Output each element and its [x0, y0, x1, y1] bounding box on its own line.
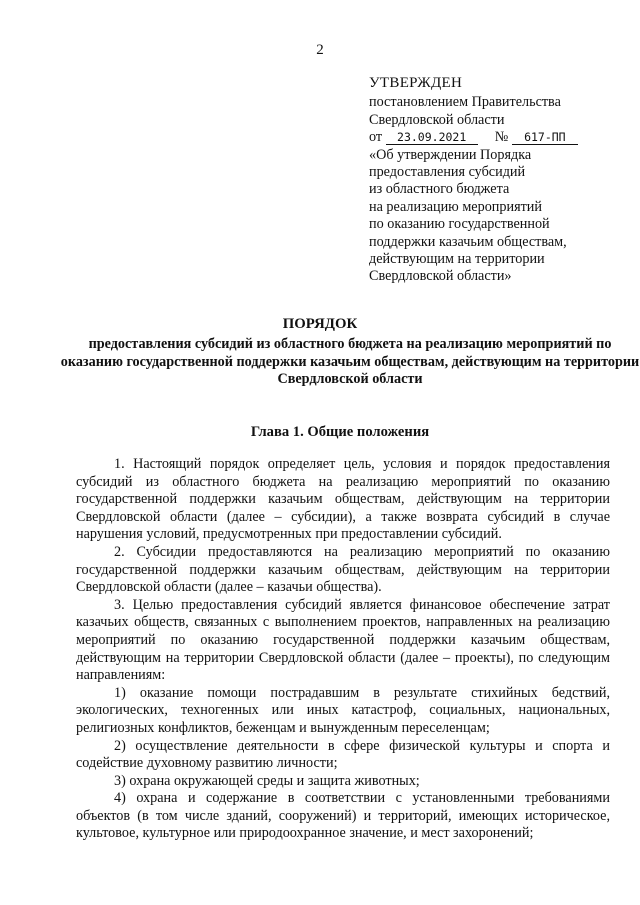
paragraph: 3. Целью предоставления субсидий является финансовое обеспечение затрат казачьих обществ, связанных с выполнением проектов, направленных на реализацию мероприятий по оказанию государственной поддержки казачьим обществам, действующим на территории Свердловской области (далее – проекты), по следующим направлениям:: [76, 596, 610, 684]
number-prefix: №: [494, 129, 509, 146]
document-subtitle: предоставления субсидий из областного бюджета на реализацию мероприятий по оказанию государственной поддержки казачьим обществам, действующим на территории Свердловской области: [60, 336, 640, 387]
date-prefix: от: [369, 129, 383, 146]
approval-block: [369, 75, 619, 286]
quote-line: предоставления субсидий: [369, 164, 526, 181]
quote-line: Свердловской области»: [369, 268, 512, 285]
paragraph: 2. Субсидии предоставляются на реализацию мероприятий по оказанию государственной поддержки казачьим обществам, действующим на территории Свердловской области (далее – казачьи общества).: [76, 543, 610, 596]
approval-line-2: Свердловской области: [369, 111, 505, 128]
quote-line: на реализацию мероприятий: [369, 198, 542, 215]
quote-line: по оказанию государственной: [369, 216, 550, 233]
approval-date: 23.09.2021: [386, 131, 478, 145]
paragraph: 4) охрана и содержание в соответствии с установленными требованиями объектов (в том числе зданий, сооружений) и территорий, имеющих историческое, культовое, культурное или природоохранное значение, и мест захоронений;: [76, 790, 610, 842]
quote-line: «Об утверждении Порядка: [369, 146, 532, 163]
quote-line: поддержки казачьим обществам,: [369, 233, 567, 250]
quote-line: действующим на территории: [369, 251, 545, 268]
paragraph: 3) охрана окружающей среды и защита животных;: [114, 772, 420, 789]
approval-heading: УТВЕРЖДЕН: [369, 75, 463, 91]
approval-line-1: постановлением Правительства: [369, 94, 561, 111]
chapter-title: Глава 1. Общие положения: [250, 424, 430, 440]
approval-number: 617-ПП: [512, 131, 578, 145]
approval-date-line: [369, 129, 619, 146]
document-title: ПОРЯДОК: [282, 316, 358, 332]
paragraph: 2) осуществление деятельности в сфере физической культуры и спорта и содействие духовному развитию личности;: [76, 737, 610, 772]
page-number: 2: [316, 42, 324, 58]
document-body: [76, 456, 610, 843]
paragraph: 1) оказание помощи пострадавшим в результате стихийных бедствий, экологических, техногенных или иных катастроф, социальных, национальных, религиозных конфликтов, беженцам и вынужденным переселенцам;: [76, 684, 610, 736]
paragraph: 1. Настоящий порядок определяет цель, условия и порядок предоставления субсидий из областного бюджета на реализацию мероприятий по оказанию государственной поддержки казачьим обществам, действующим на территории Свердловской области (далее – субсидии), а также возврата субсидий в случае нарушения условий, предусмотренных при предоставлении субсидий.: [76, 456, 610, 543]
quote-line: из областного бюджета: [369, 181, 510, 198]
